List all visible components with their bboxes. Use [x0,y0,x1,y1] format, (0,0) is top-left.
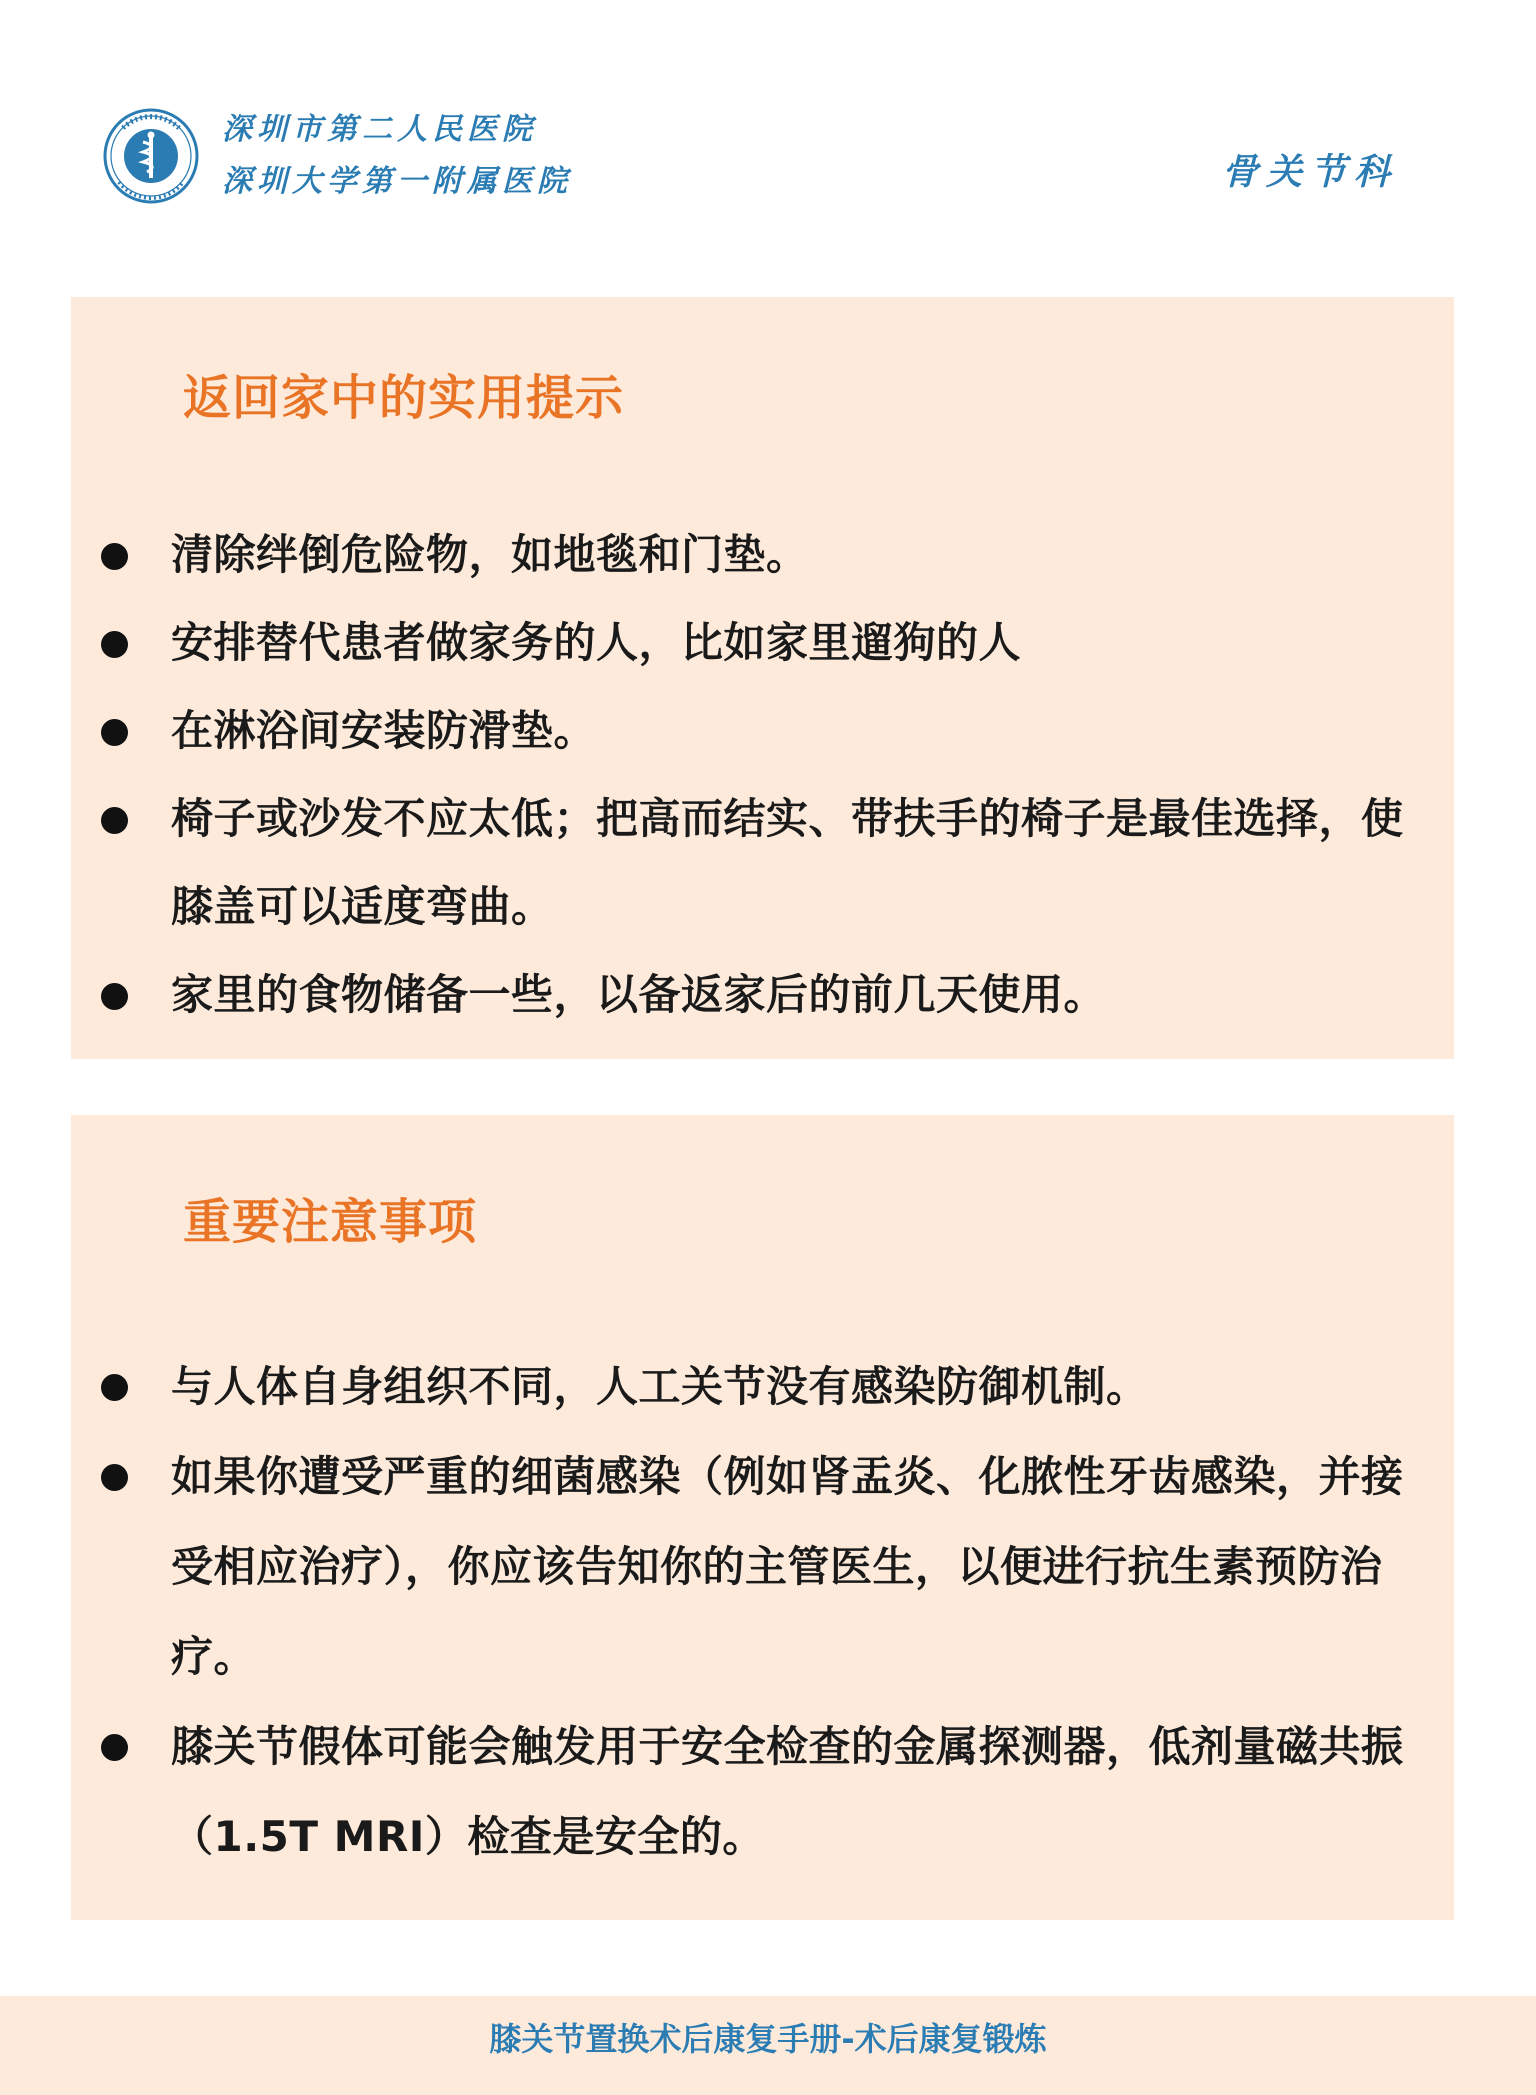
list-item [71,1702,1454,1882]
list-item [71,687,1454,775]
list-item-text: 家里的食物储备一些，以备返家后的前几天使用。 [171,970,1107,1019]
list-item-text: 安排替代患者做家务的人，比如家里遛狗的人 [171,618,1022,667]
bullet-icon [101,543,128,570]
list-item-text: 与人体自身组织不同，人工关节没有感染防御机制。 [171,1362,1149,1411]
list-item [71,951,1454,1039]
hospital-logo-icon [103,108,199,204]
hospital-name-primary: 深圳市第二人民医院 [222,112,537,147]
footer-title: 膝关节置换术后康复手册-术后康复锻炼 [489,2020,1047,2058]
page-header [0,0,1536,270]
department-name: 骨关节科 [1222,151,1399,193]
list-item-text: 清除绊倒危险物，如地毯和门垫。 [171,530,809,579]
list-item [71,775,1454,951]
bullet-icon [101,807,128,834]
bullet-icon [101,1734,128,1761]
home-tips-section [71,297,1454,1059]
list-item-text: 膝关节假体可能会触发用于安全检查的金属探测器，低剂量磁共振（1.5T MRI）检查是安全的。 [171,1722,1404,1861]
list-item [71,599,1454,687]
list-item [71,1432,1454,1702]
bullet-icon [101,719,128,746]
bullet-icon [101,983,128,1010]
section-title: 返回家中的实用提示 [183,370,625,426]
list-item-text: 在淋浴间安装防滑垫。 [171,706,597,755]
page-footer [0,1996,1536,2095]
list-item-text: 椅子或沙发不应太低；把高而结实、带扶手的椅子是最佳选择，使膝盖可以适度弯曲。 [171,794,1404,931]
list-item [71,1342,1454,1432]
important-notes-list [71,1342,1454,1882]
bullet-icon [101,1374,128,1401]
section-title: 重要注意事项 [183,1194,478,1250]
list-item [71,511,1454,599]
list-item-text: 如果你遭受严重的细菌感染（例如肾盂炎、化脓性牙齿感染，并接受相应治疗），你应该告知你的主管医生，以便进行抗生素预防治疗。 [171,1452,1404,1681]
bullet-icon [101,1464,128,1491]
bullet-icon [101,631,128,658]
important-notes-section [71,1115,1454,1920]
home-tips-list [71,511,1454,1039]
hospital-name-secondary: 深圳大学第一附属医院 [222,164,572,199]
